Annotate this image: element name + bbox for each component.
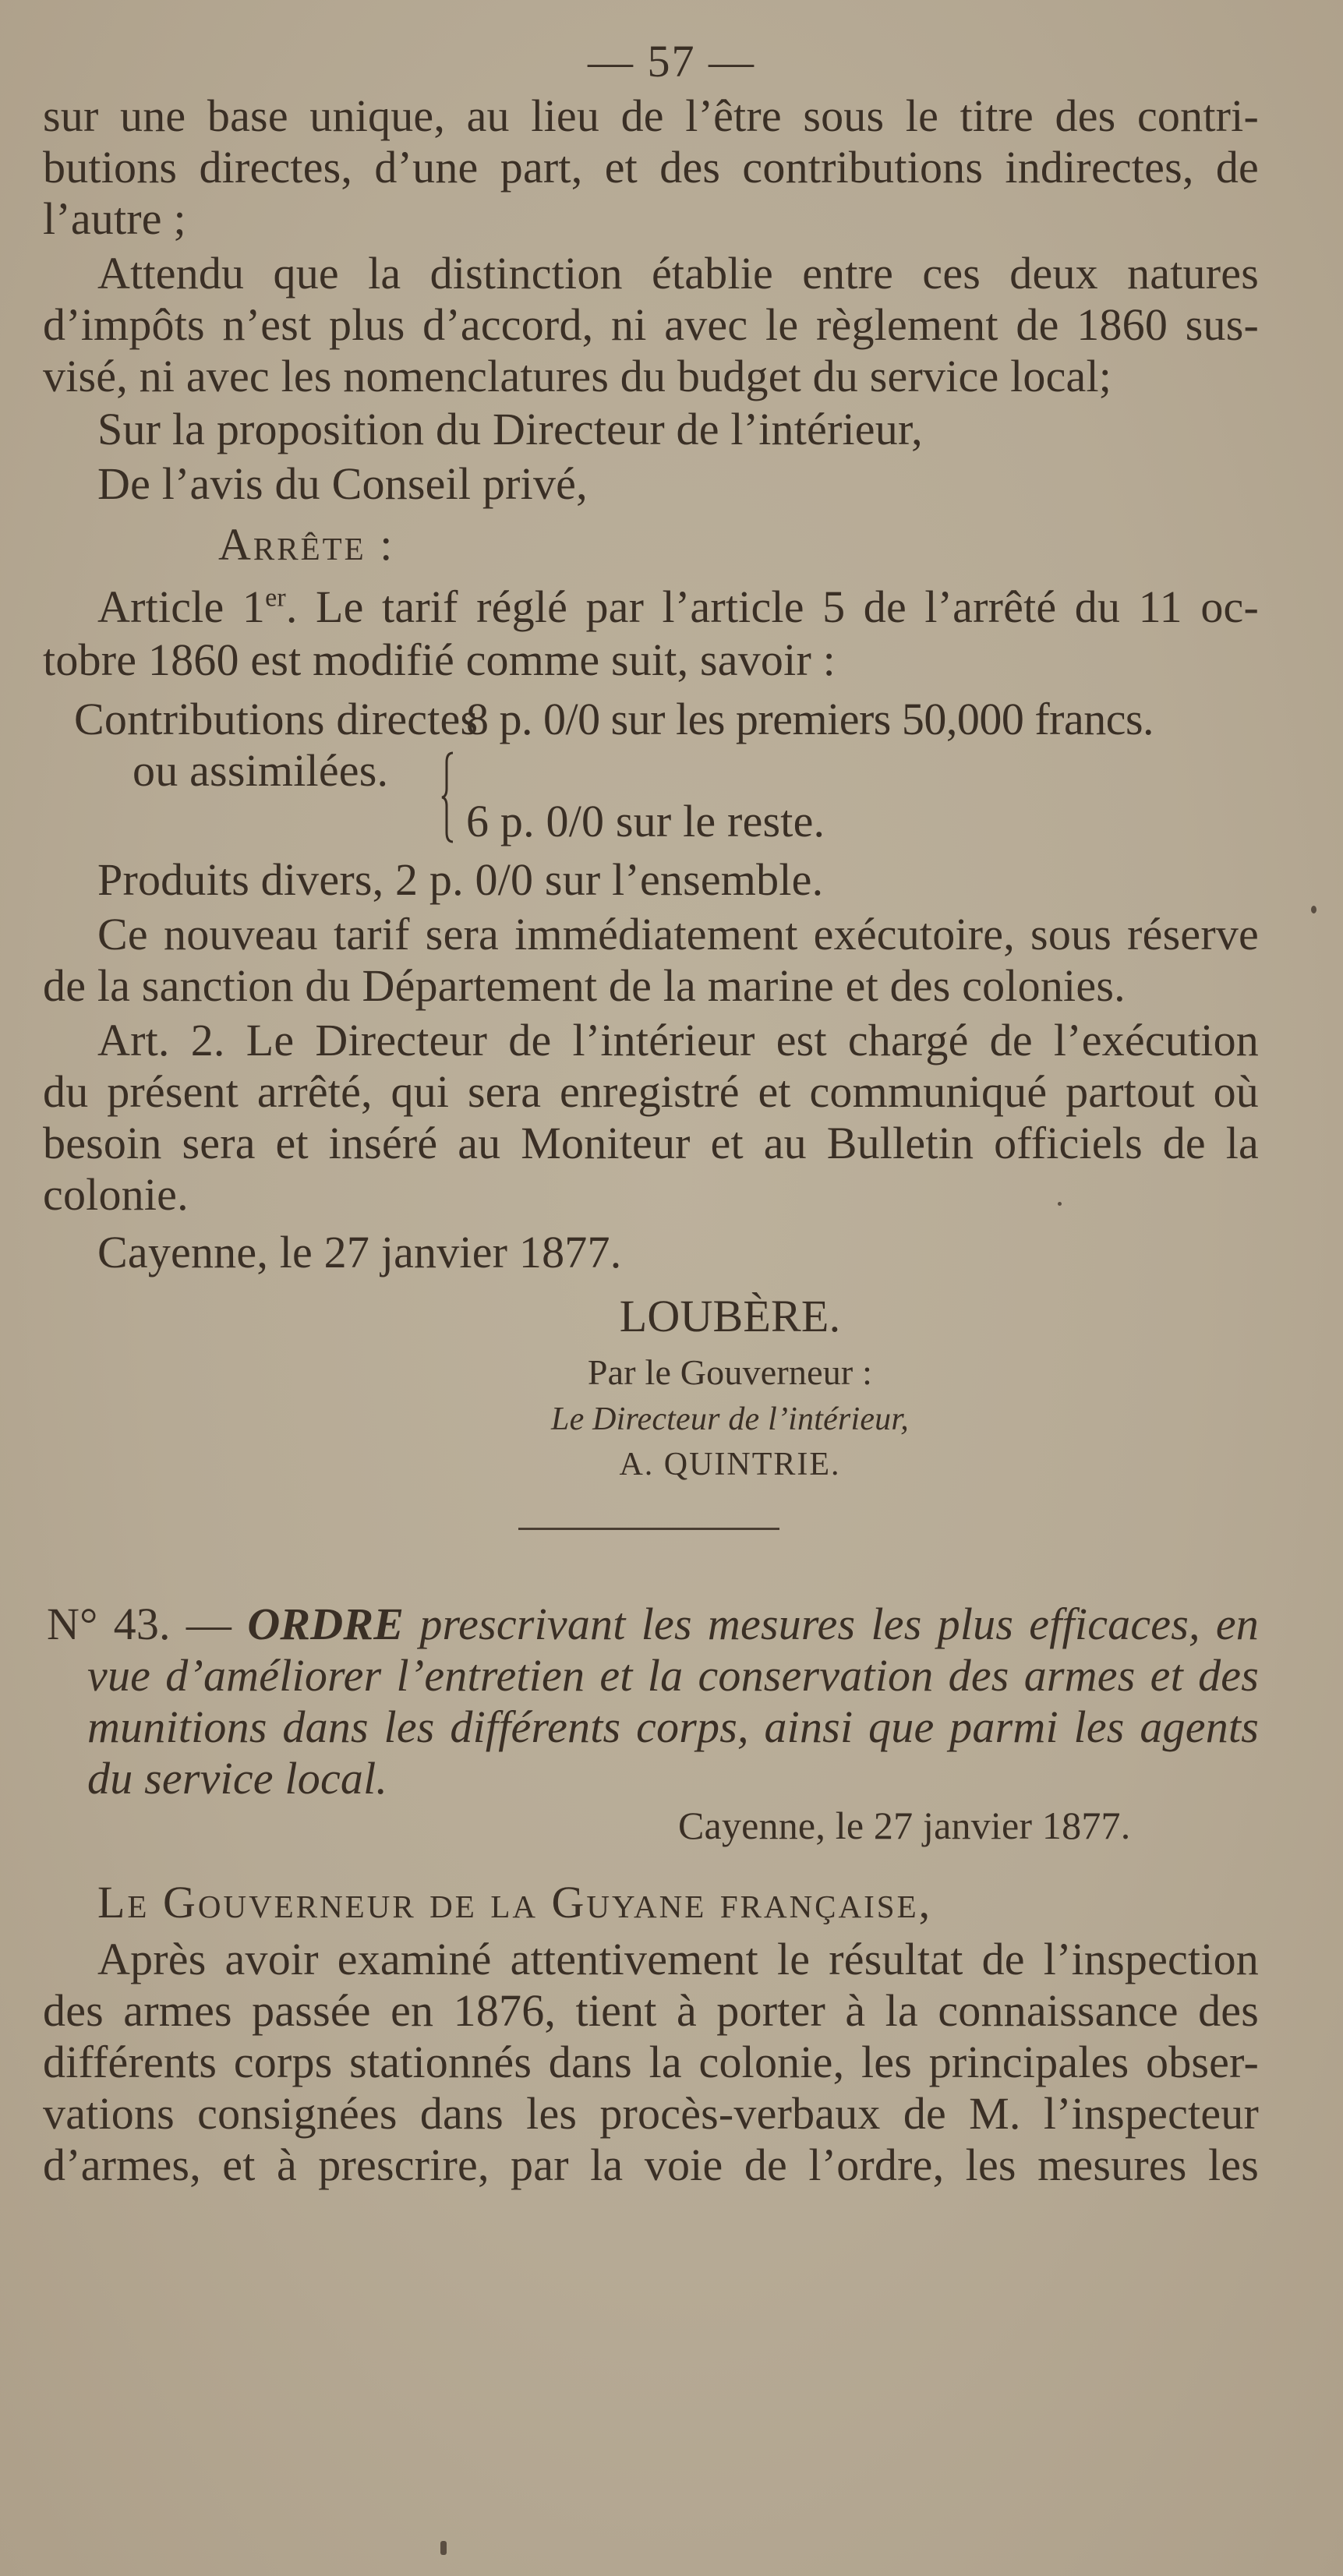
proposition-line: Sur la proposition du Directeur de l’intérieur, xyxy=(97,404,923,454)
order-43-line-3: munitions dans les différents corps, ainsi que parmi les agents xyxy=(87,1701,1259,1752)
article-1-line-2: tobre 1860 est modifié comme suit, savoir : xyxy=(43,634,836,685)
article-2-line-1: Art. 2. Le Directeur de l’intérieur est chargé de l’exécution xyxy=(97,1015,1259,1065)
execution-line-1: Ce nouveau tarif sera immédiatement exécutoire, sous réserve xyxy=(97,909,1259,959)
paper-speck xyxy=(1311,906,1316,913)
order-43-title-1: prescrivant les mesures les plus efficaces, en xyxy=(404,1599,1260,1649)
order-43-date: Cayenne, le 27 janvier 1877. xyxy=(678,1804,1131,1847)
signature-name: LOUBÈRE. xyxy=(619,1291,841,1341)
article-1-label: Article 1 xyxy=(97,581,266,632)
article-1-sup: er xyxy=(265,583,286,613)
section-divider xyxy=(518,1528,779,1530)
tariff-rate-1: 8 p. 0/0 sur les premiers 50,000 francs. xyxy=(466,694,1154,744)
tariff-rate-2: 6 p. 0/0 sur le reste. xyxy=(466,796,825,846)
order-43-number: N° 43. — xyxy=(47,1599,232,1649)
closing-line-1: Après avoir examiné attentivement le résultat de l’inspection xyxy=(97,1934,1259,1984)
signature-signer: A. QUINTRIE. xyxy=(619,1447,841,1482)
closing-line-5: d’armes, et à prescrire, par la voie de l’ordre, les mesures les xyxy=(43,2140,1259,2190)
closing-line-4: vations consignées dans les procès-verbaux de M. l’inspecteur xyxy=(43,2088,1259,2139)
governor-title: Le Gouverneur de la Guyane française, xyxy=(97,1877,933,1928)
page-number: — 57 — xyxy=(588,36,755,87)
tariff-brace xyxy=(440,751,458,843)
article-2-line-3: besoin sera et inséré au Moniteur et au Bulletin officiels de la xyxy=(43,1118,1259,1168)
paper-speck xyxy=(440,2541,447,2555)
attendu-line-3: visé, ni avec les nomenclatures du budget du service local; xyxy=(43,351,1112,401)
tariff-category-line-2: ou assimilées. xyxy=(133,745,389,796)
avis-line: De l’avis du Conseil privé, xyxy=(97,458,588,509)
arrete-heading: Arrête : xyxy=(218,519,395,570)
order-43-line-4: du service local. xyxy=(87,1753,388,1804)
signature-par: Par le Gouverneur : xyxy=(587,1352,873,1392)
order-43-line-2: vue d’améliorer l’entretien et la conservation des armes et des xyxy=(87,1650,1259,1701)
closing-line-2: des armes passée en 1876, tient à porter à la connaissance des xyxy=(43,1985,1259,2036)
attendu-line-1: Attendu que la distinction établie entre ces deux natures xyxy=(97,248,1259,299)
article-2-line-4: colonie. xyxy=(43,1169,189,1220)
arrete-date: Cayenne, le 27 janvier 1877. xyxy=(97,1227,622,1277)
paper-speck xyxy=(1058,1202,1062,1206)
closing-line-3: différents corps stationnés dans la colonie, les principales obser- xyxy=(43,2037,1259,2087)
attendu-line-2: d’impôts n’est plus d’accord, ni avec le règlement de 1860 sus- xyxy=(43,299,1259,350)
article-1-line-1 xyxy=(97,581,1259,632)
tariff-produits-divers: Produits divers, 2 p. 0/0 sur l’ensemble. xyxy=(97,854,824,905)
order-43-title-word: ORDRE xyxy=(247,1599,405,1649)
intro-line-1: sur une base unique, au lieu de l’être sous le titre des contri- xyxy=(43,90,1259,141)
governor-line xyxy=(97,1877,933,1928)
order-43-line-1 xyxy=(47,1599,1260,1649)
intro-line-2: butions directes, d’une part, et des contributions indirectes, de xyxy=(43,142,1259,193)
intro-line-3: l’autre ; xyxy=(43,193,186,244)
tariff-category-line-1: Contributions directes xyxy=(74,694,479,744)
article-2-line-2: du présent arrêté, qui sera enregistré et communiqué partout où xyxy=(43,1066,1259,1117)
signature-role: Le Directeur de l’intérieur, xyxy=(551,1401,909,1437)
execution-line-2: de la sanction du Département de la marine et des colonies. xyxy=(43,960,1126,1011)
article-1-text: . Le tarif réglé par l’article 5 de l’arrêté du 11 oc- xyxy=(285,581,1259,632)
